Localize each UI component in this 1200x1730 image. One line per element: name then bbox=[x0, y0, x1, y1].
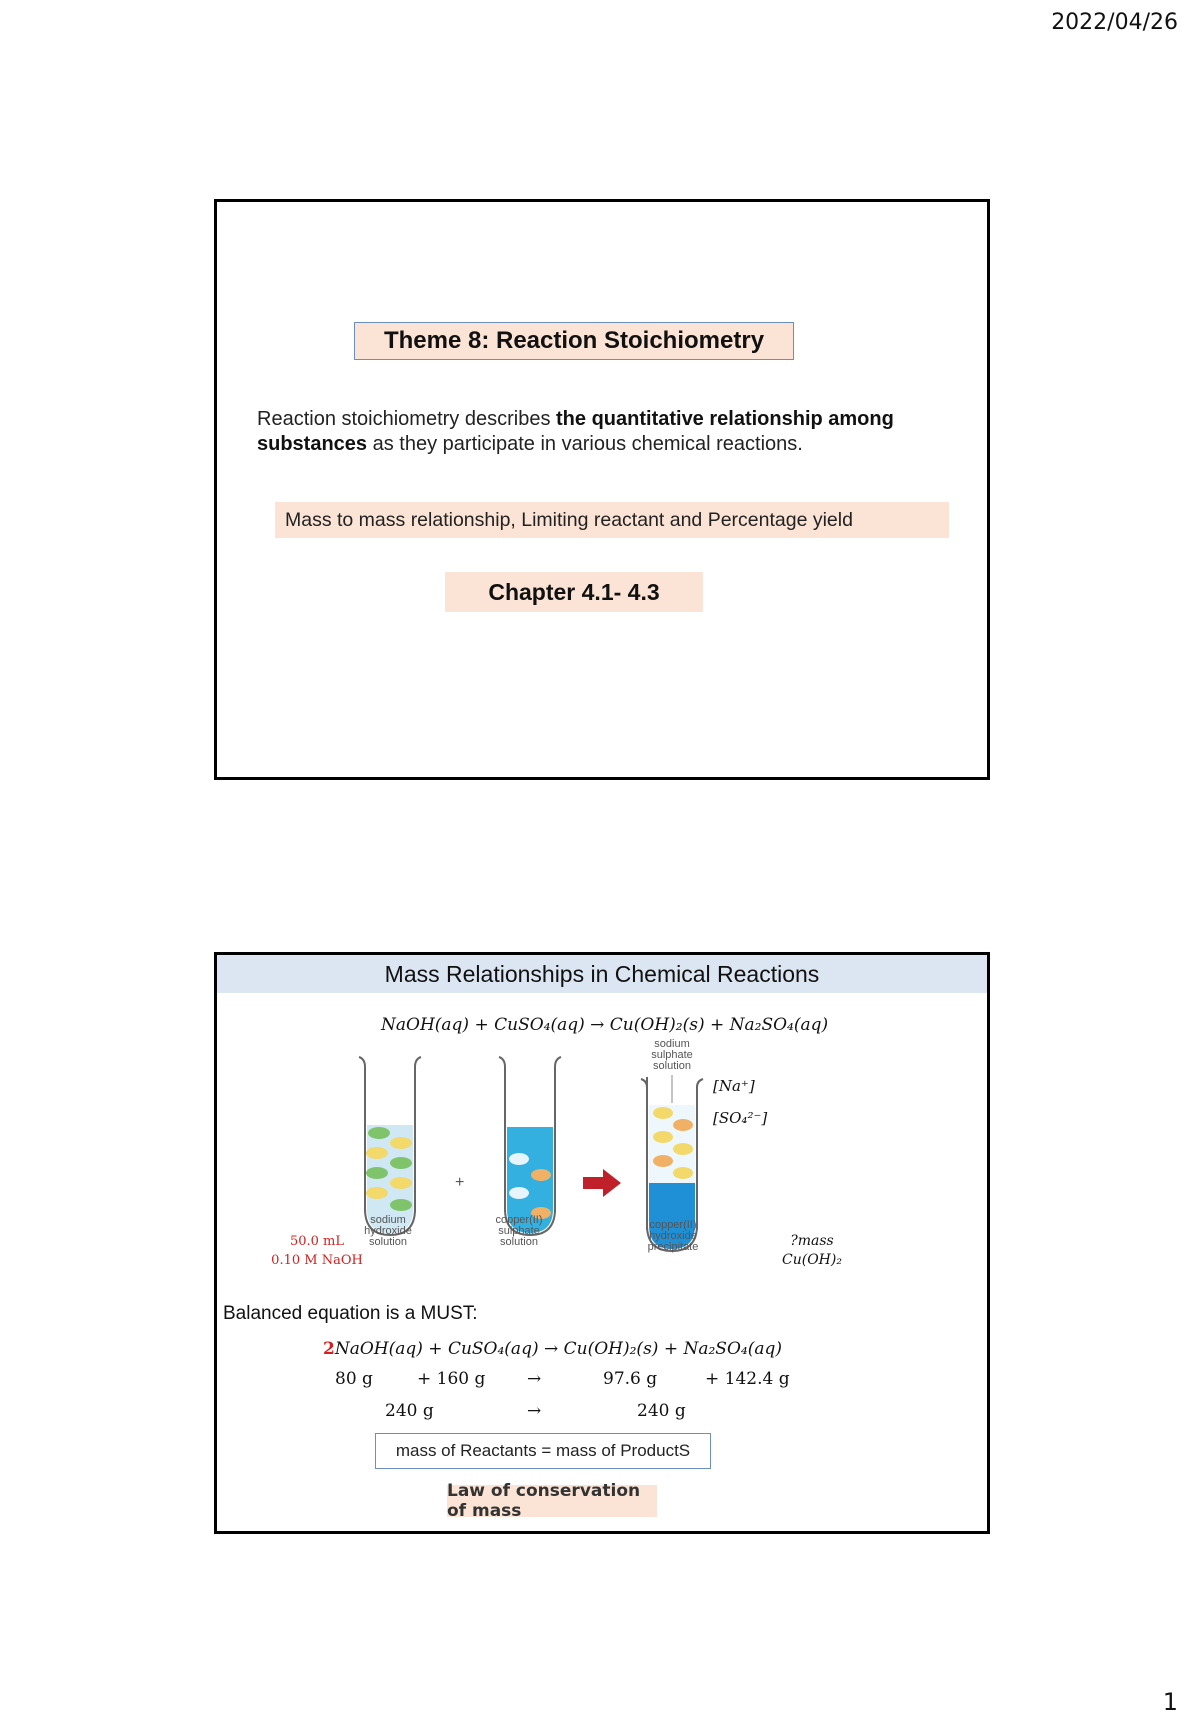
intro-paragraph bbox=[257, 407, 957, 457]
label-na2so4-solution: sodium sulphate solution bbox=[651, 1038, 693, 1072]
unbalanced-equation: NaOH(aq) + CuSO₄(aq) → Cu(OH)₂(s) + Na₂SO₄(aq) bbox=[381, 1015, 829, 1035]
total-reactants: 240 g bbox=[385, 1401, 434, 1421]
stoich-coefficient: 2 bbox=[323, 1339, 335, 1359]
given-volume: 50.0 mL bbox=[289, 1234, 345, 1249]
mass-naoh: 80 g bbox=[335, 1369, 373, 1389]
page-number: 1 bbox=[1162, 1688, 1178, 1716]
mass-cuso4: + 160 g bbox=[417, 1369, 486, 1389]
intro-bold: the quantitative relationship among substances bbox=[257, 408, 894, 455]
label-cuoh2-precipitate: copper(II) hydroxide precipitate bbox=[647, 1219, 699, 1253]
plus-sign: + bbox=[455, 1174, 465, 1191]
naoh-tube bbox=[359, 1057, 421, 1235]
slide2-title: Mass Relationships in Chemical Reactions bbox=[217, 955, 987, 993]
unknown-mass bbox=[782, 1232, 842, 1270]
label-cuso4-solution: copper(II) sulphate solution bbox=[495, 1214, 543, 1248]
conservation-box: mass of Reactants = mass of ProductS bbox=[375, 1433, 711, 1469]
balanced-equation bbox=[323, 1339, 782, 1359]
label-naoh-solution: sodium hydroxide solution bbox=[364, 1214, 412, 1248]
intro-text-1: Reaction stoichiometry describes bbox=[257, 408, 557, 430]
given-concentration: 0.10 M NaOH bbox=[271, 1253, 363, 1268]
reaction-arrow bbox=[583, 1169, 621, 1197]
unknown-mass-species: Cu(OH)₂ bbox=[782, 1252, 842, 1268]
slide-mass-relationships bbox=[214, 952, 990, 1534]
total-products: 240 g bbox=[637, 1401, 686, 1421]
ion-na: [Na⁺] bbox=[713, 1077, 755, 1095]
mass-na2so4: + 142.4 g bbox=[705, 1369, 790, 1389]
balanced-equation-note: Balanced equation is a MUST: bbox=[223, 1303, 478, 1324]
ion-so4: [SO₄²⁻] bbox=[713, 1109, 768, 1127]
chapter-label: Chapter 4.1- 4.3 bbox=[445, 572, 703, 612]
theme-title: Theme 8: Reaction Stoichiometry bbox=[354, 322, 794, 360]
total-arrow: → bbox=[527, 1401, 542, 1421]
mass-cuoh2: 97.6 g bbox=[603, 1369, 658, 1389]
topics-banner: Mass to mass relationship, Limiting reactant and Percentage yield bbox=[275, 502, 949, 538]
intro-text-2: as they participate in various chemical reactions. bbox=[367, 433, 803, 455]
page-date: 2022/04/26 bbox=[1051, 10, 1178, 35]
unknown-mass-label: ?mass bbox=[790, 1233, 834, 1249]
slide-title bbox=[214, 199, 990, 780]
cuso4-tube bbox=[499, 1057, 561, 1235]
balanced-equation-text: NaOH(aq) + CuSO₄(aq) → Cu(OH)₂(s) + Na₂SO₄(aq) bbox=[334, 1339, 782, 1359]
law-label: Law of conservation of mass bbox=[447, 1485, 657, 1517]
mass-arrow: → bbox=[527, 1369, 542, 1389]
